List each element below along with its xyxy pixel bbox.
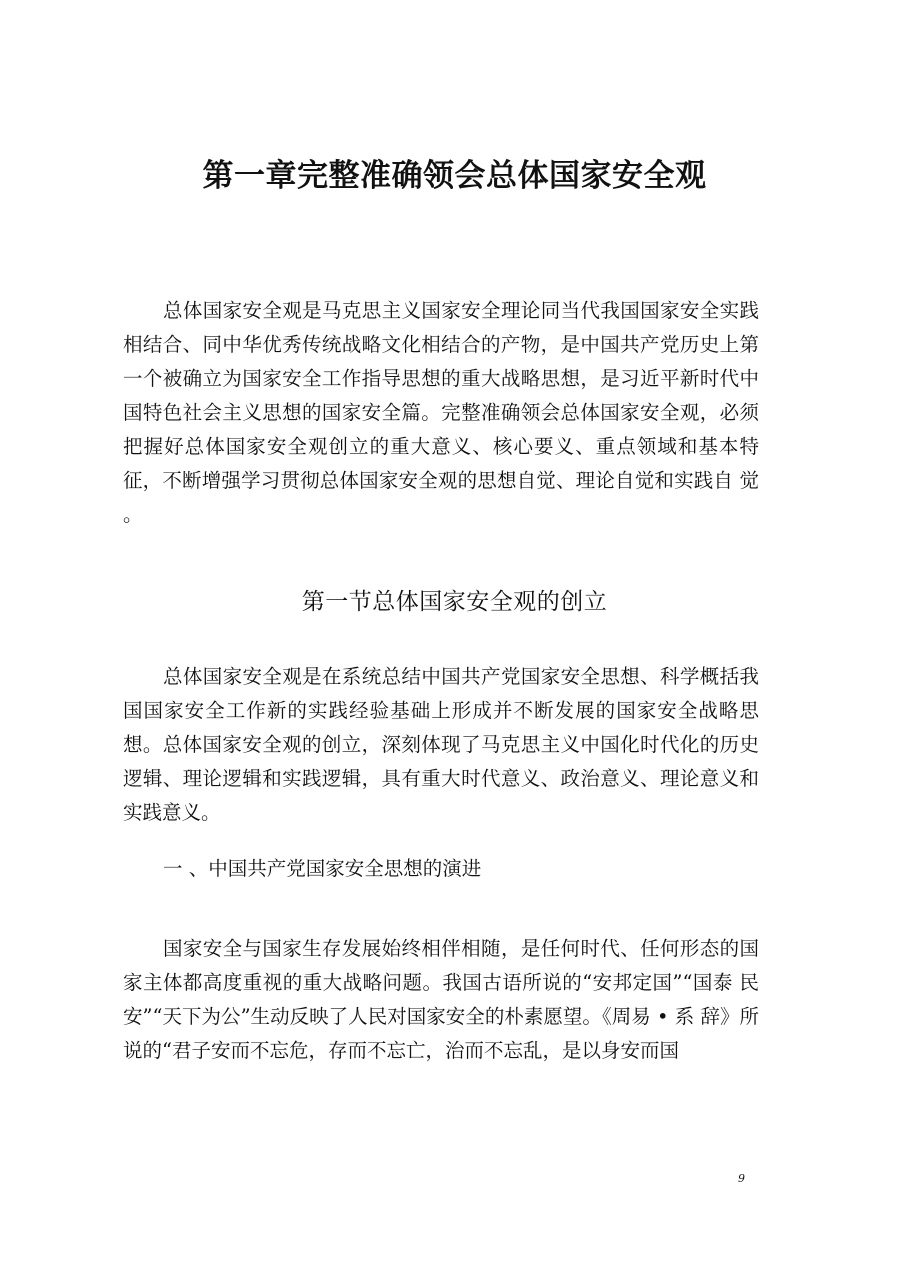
page-number: 9 [738,1172,745,1185]
intro-paragraph: 总体国家安全观是马克思主义国家安全理论同当代我国国家安全实践相结合、同中华优秀传统战略文化相结合的产物，是中国共产党历史上第一个被确立为国家安全工作指导思想的重大战略思想，是习近平新时代中国特色社会主义思想的国家安全篇。完整准确领会总体国家安全观，必须把握好总体国家安全观创立的重大意义、核心要义、重点领域和基本特征，不断增强学习贯彻总体国家安全观的思想自觉、理论自觉和实践自 觉 。 [123,299,759,526]
chapter-title: 第一章完整准确领会总体国家安全观 [202,158,707,194]
section-title: 第一节总体国家安全观的创立 [301,589,608,615]
subsection-heading: 一 、中国共产党国家安全思想的演进 [163,857,482,880]
section-paragraph: 总体国家安全观是在系统总结中国共产党国家安全思想、科学概括我国国家安全工作新的实践经验基础上形成并不断发展的国家安全战略思想。总体国家安全观的创立，深刻体现了马克思主义中国化时代化的历史逻辑、理论逻辑和实践逻辑，具有重大时代意义、政治意义、理论意义和实践意义。 [123,665,759,824]
subsection-paragraph: 国家安全与国家生存发展始终相伴相随，是任何时代、任何形态的国 家主体都高度重视的重大战略问题。我国古语所说的“安邦定国”“国泰 民安”“天下为公”生动反映了人民对国家安全的朴素愿望。《周易 • 系 辞》所说的“君子安而不忘危，存而不忘亡，治而不忘乱，是以身安而国 [123,937,759,1062]
